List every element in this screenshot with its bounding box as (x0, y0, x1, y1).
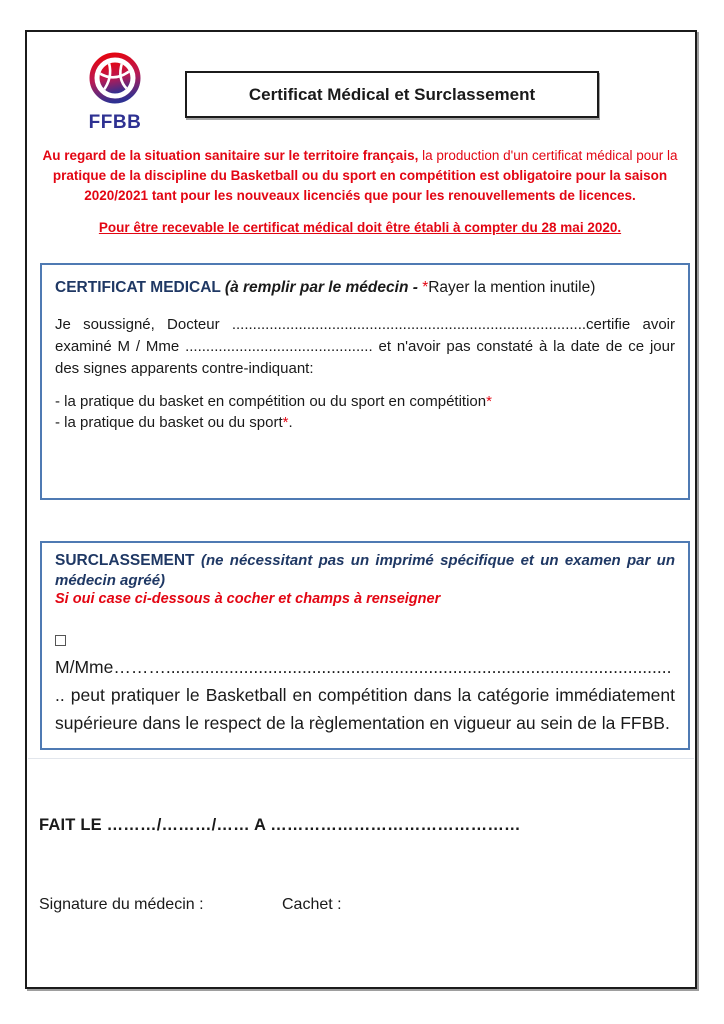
doctor-signature-label: Signature du médecin : (39, 896, 204, 913)
signature-row (39, 896, 659, 914)
deadline-statement: Pour être recevable le certificat médical doit être établi à compter du 28 mai 2020. (98, 220, 622, 235)
document-title-box (185, 71, 599, 118)
basketball-logo-icon (88, 52, 142, 106)
surclassement-instruction: Si oui case ci-dessous à cocher et champs à renseigner (55, 591, 441, 607)
medical-item-2: - la pratique du basket ou du sport*. (55, 413, 293, 431)
surclassement-note: (ne nécessitant pas un imprimé spécifique et un examen par un médecin agréé) (55, 552, 675, 589)
surclassement-checkbox[interactable] (55, 635, 66, 646)
asterisk-marker: * (282, 413, 289, 431)
surclassement-title: SURCLASSEMENT (55, 552, 201, 569)
ffbb-logo (77, 52, 153, 134)
medical-item-1: - la pratique du basket en compétition ou du sport en compétition* (55, 393, 492, 410)
sanitary-notice (30, 146, 690, 238)
notice-segment-regular: la production d'un certificat médical pour la (422, 148, 678, 163)
certificat-medical-heading (55, 277, 675, 298)
medical-declaration-text: Je soussigné, Docteur .....................................................................................certifie avoir examiné M / Mme ............................................. et n'avoir pas constaté à la date de ce jour des signes apparents contre-indiquant: (55, 316, 675, 377)
ffbb-logo-text: FFBB (88, 112, 142, 133)
certificat-medical-title: CERTIFICAT MEDICAL (55, 279, 225, 296)
notice-segment-bold: Au regard de la situation sanitaire sur le territoire français, (42, 148, 423, 163)
medical-note-bold: (à remplir par le médecin - (224, 279, 423, 296)
surclassement-fill-text: M/Mme……….......................................................................................................... peut pratiquer le Basketball en compétition dans la catégorie immédiatement supérieure dans le respect de la règlementation en vigueur au sein de la FFBB. (55, 657, 675, 733)
notice-segment-bold2: pratique de la discipline du Basketball ou du sport en compétition est obligatoire pour la saison 2020/2021 tant pour les nouveaux licenciés que pour les renouvellements de licences. (52, 168, 668, 203)
stamp-label: Cachet : (282, 896, 342, 913)
sanitary-notice-paragraph (30, 146, 690, 206)
section-divider (28, 758, 694, 759)
document-title: Certificat Médical et Surclassement (248, 84, 536, 104)
medical-note-regular: Rayer la mention inutile) (428, 279, 596, 296)
surclassement-declaration-text (55, 625, 675, 737)
surclassement-heading (55, 551, 675, 590)
asterisk-marker: * (422, 279, 429, 296)
medical-items-list (55, 392, 675, 433)
surclassement-box (40, 541, 690, 750)
date-place-line: FAIT LE ………/………/…… A ……………………………………… (39, 816, 521, 834)
certificat-medical-box (40, 263, 690, 500)
asterisk-marker: * (486, 393, 492, 410)
document-page-border (25, 30, 697, 989)
